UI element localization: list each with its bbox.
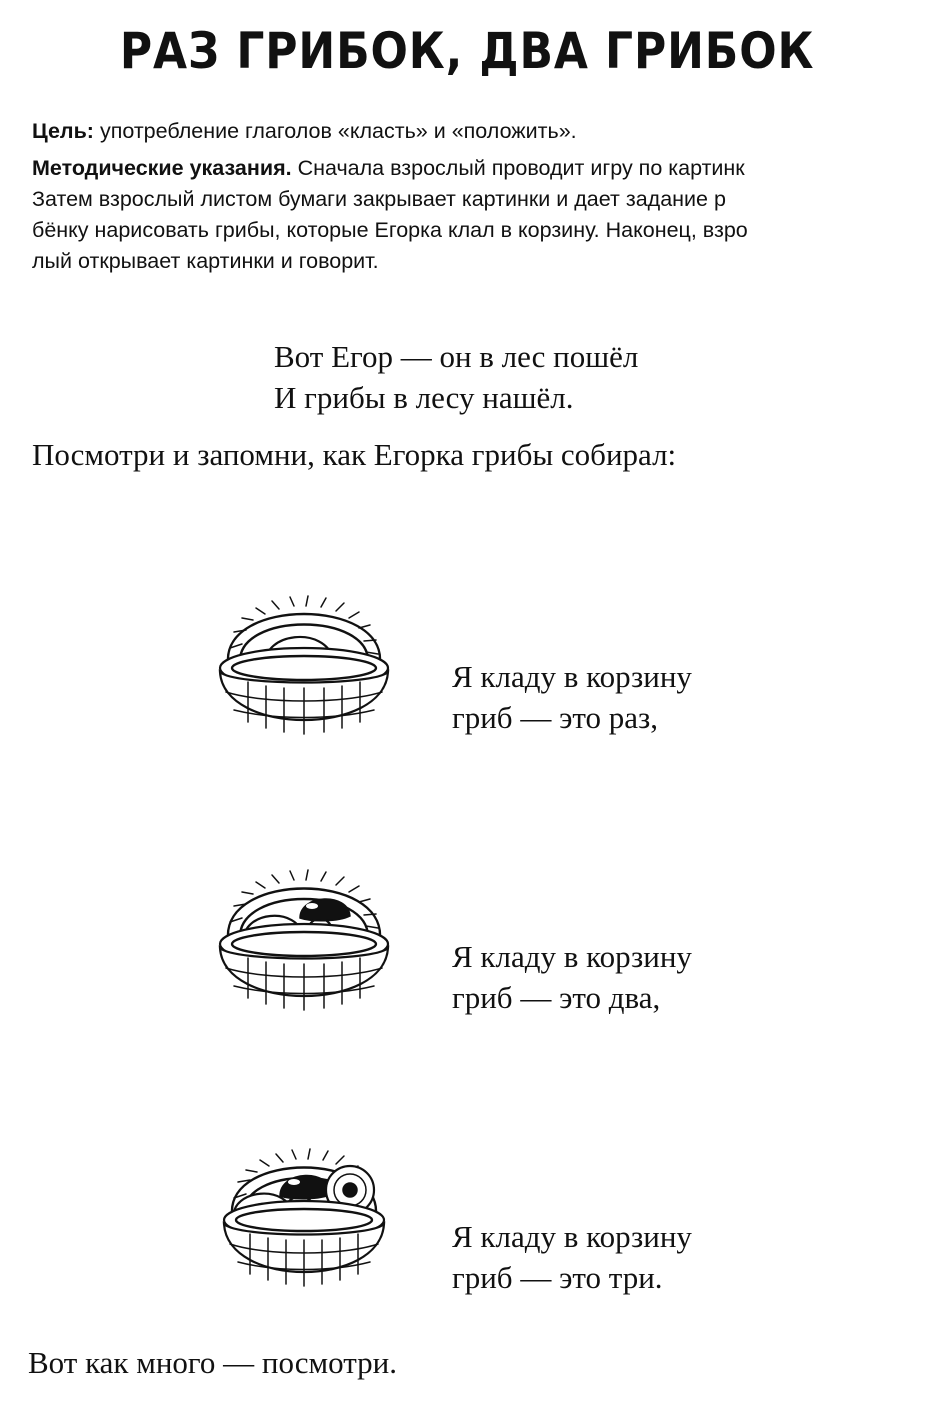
intro-verse [274, 336, 638, 418]
basket-two-line-1: Я кладу в корзину [452, 939, 692, 974]
goal-paragraph [32, 116, 928, 147]
basket-one-line-1: Я кладу в корзину [452, 659, 692, 694]
basket-three-couplet [452, 1216, 692, 1298]
basket-one-couplet [452, 656, 692, 738]
goal-label: Цель: [32, 119, 94, 143]
basket-one-line-2: гриб — это раз, [452, 700, 659, 735]
goal-text: употребление глаголов «класть» и «положить». [99, 119, 577, 143]
methodology-line-2: Затем взрослый листом бумаги закрывает картинки и дает задание р [32, 187, 726, 211]
methodology-line-4: лый открывает картинки и говорит. [32, 249, 379, 273]
methodology-text-1: Сначала взрослый проводит игру по картинк [297, 156, 745, 180]
basket-two-mushrooms-icon [204, 842, 404, 1022]
page-title: РАЗ ГРИБОК, ДВА ГРИБОК [119, 22, 815, 80]
basket-three-mushrooms-icon [204, 1118, 404, 1298]
methodology-paragraph [32, 153, 928, 277]
basket-three-line-2: гриб — это три. [452, 1260, 663, 1295]
methodology-line-1 [32, 153, 928, 184]
methodology-line-3: бёнку нарисовать грибы, которые Егорка клал в корзину. Наконец, взро [32, 218, 748, 242]
methodology-label: Методические указания. [32, 156, 292, 180]
look-and-remember-line: Посмотри и запомни, как Егорка грибы собирал: [32, 437, 677, 472]
intro-verse-line-2: И грибы в лесу нашёл. [274, 380, 574, 415]
intro-verse-line-1: Вот Егор — он в лес пошёл [274, 339, 639, 374]
outro-line: Вот как много — посмотри. [28, 1345, 397, 1380]
basket-three-line-1: Я кладу в корзину [452, 1219, 692, 1254]
instructions-block [32, 116, 928, 283]
basket-two-line-2: гриб — это два, [452, 980, 661, 1015]
basket-two-couplet [452, 936, 692, 1018]
basket-one-mushroom-icon [204, 568, 404, 748]
